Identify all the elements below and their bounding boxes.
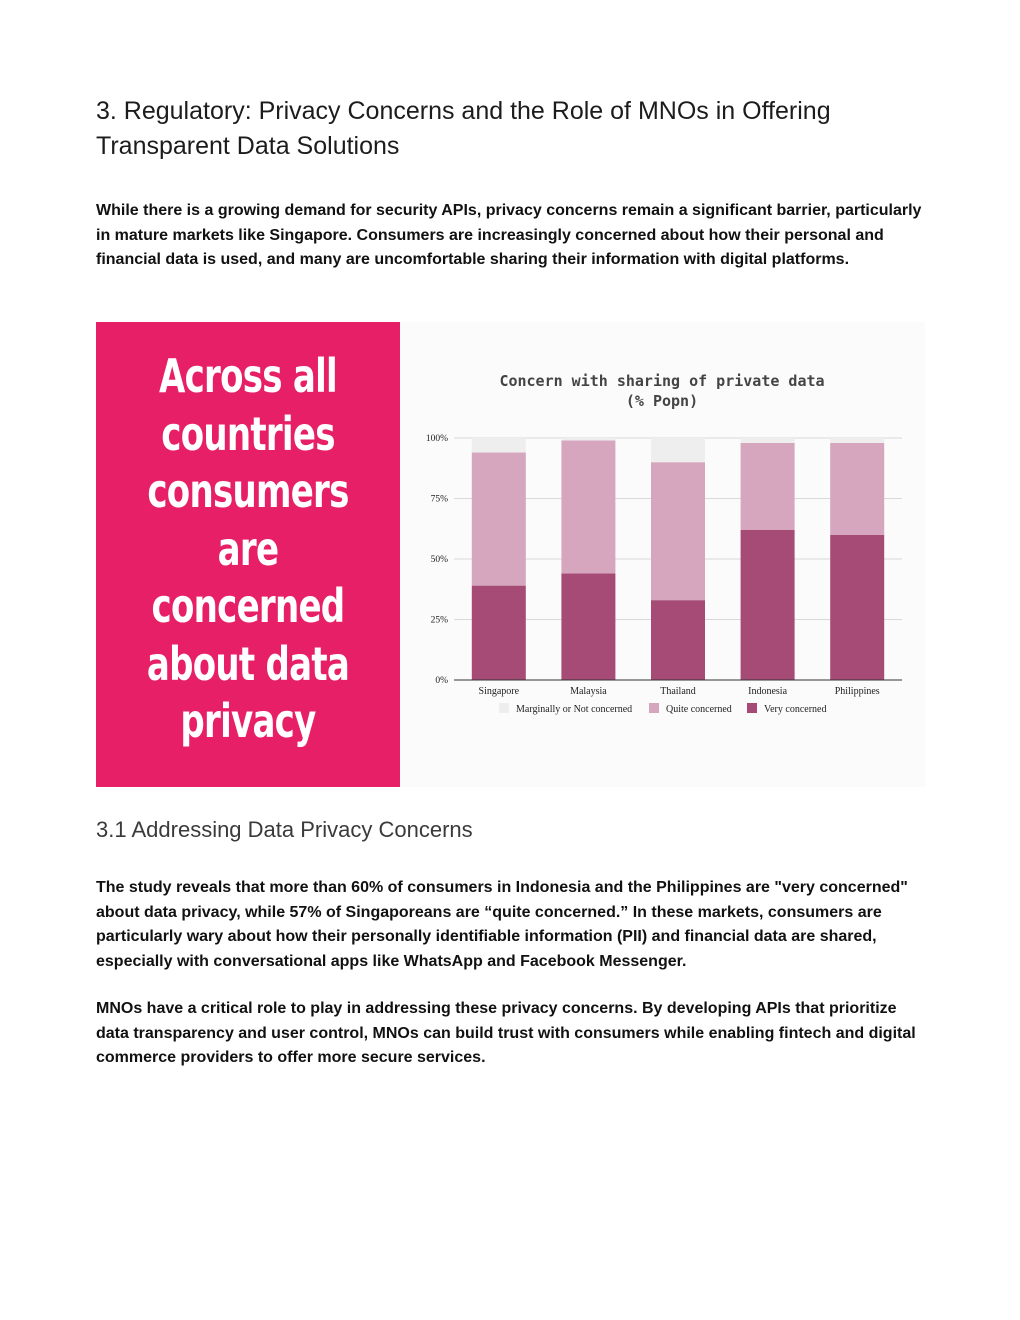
legend-swatch	[747, 703, 757, 713]
x-tick-label: Singapore	[478, 686, 520, 697]
stacked-bar-chart	[400, 322, 925, 787]
section-subheading: 3.1 Addressing Data Privacy Concerns	[96, 817, 473, 842]
intro-paragraph: While there is a growing demand for security APIs, privacy concerns remain a significant barrier, particularly in mature markets like Singapore. Consumers are increasingly concerned about how their personal and financial data is used, and many are uncomfortable sharing their information with digital platforms.	[96, 202, 922, 268]
bar-segment-marginally-or-not-concerned	[830, 438, 884, 443]
x-tick-label: Indonesia	[748, 686, 788, 697]
callout-panel	[96, 322, 400, 787]
y-tick-label: 75%	[430, 494, 448, 505]
legend-swatch	[649, 703, 659, 713]
x-tick-label: Thailand	[660, 686, 696, 697]
legend-label: Very concerned	[764, 704, 827, 715]
bar-segment-quite-concerned	[741, 443, 795, 530]
callout-text: Across all countries consumers are concerned about data privacy	[146, 349, 350, 748]
bar-segment-very-concerned	[651, 600, 705, 680]
bar-segment-quite-concerned	[830, 443, 884, 535]
mno-paragraph: MNOs have a critical role to play in addressing these privacy concerns. By developing APIs that prioritize data transparency and user control, MNOs can build trust with consumers while enabling fintech and digital commerce providers to offer more secure services.	[96, 1000, 916, 1066]
bar-segment-quite-concerned	[472, 453, 526, 586]
study-paragraph: The study reveals that more than 60% of consumers in Indonesia and the Philippines are "very concerned" about data privacy, while 57% of Singaporeans are “quite concerned.” In these markets, consumers are particularly wary about how their personally identifiable information (PII) and financial data are shared, especially with conversational apps like WhatsApp and Facebook Messenger.	[96, 879, 908, 970]
bar-segment-marginally-or-not-concerned	[472, 438, 526, 453]
page-heading: 3. Regulatory: Privacy Concerns and the Role of MNOs in Offering Transparent Data Solutions	[96, 97, 831, 160]
bar-segment-marginally-or-not-concerned	[651, 438, 705, 462]
chart-title: Concern with sharing of private data	[499, 372, 825, 390]
x-tick-label: Malaysia	[570, 686, 607, 697]
legend-label: Marginally or Not concerned	[516, 704, 633, 715]
bar-segment-quite-concerned	[651, 462, 705, 600]
legend-label: Quite concerned	[666, 704, 732, 715]
chart-panel	[400, 322, 925, 787]
bar-segment-very-concerned	[741, 530, 795, 680]
y-tick-label: 100%	[425, 434, 448, 444]
y-tick-label: 25%	[430, 615, 448, 626]
bar-segment-quite-concerned	[561, 440, 615, 573]
y-tick-label: 0%	[435, 676, 448, 686]
bar-segment-very-concerned	[830, 535, 884, 680]
x-tick-label: Philippines	[834, 686, 880, 697]
legend-swatch	[499, 703, 509, 713]
chart-subtitle: (% Popn)	[625, 392, 699, 410]
y-tick-label: 50%	[430, 555, 448, 565]
bar-segment-very-concerned	[472, 586, 526, 680]
bar-segment-marginally-or-not-concerned	[561, 438, 615, 440]
bar-segment-very-concerned	[561, 574, 615, 680]
bar-segment-marginally-or-not-concerned	[741, 438, 795, 443]
